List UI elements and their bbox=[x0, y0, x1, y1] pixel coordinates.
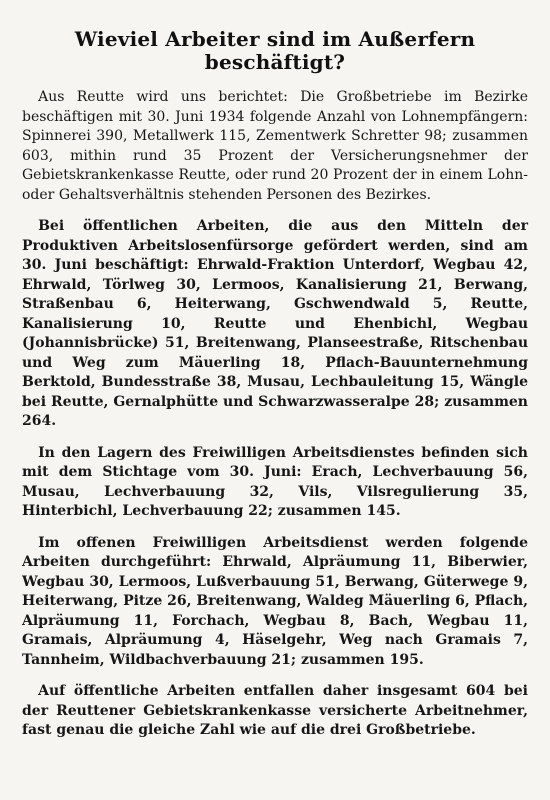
article-headline: Wieviel Arbeiter sind im Außerfern beschäftigt? bbox=[74, 27, 476, 74]
article-paragraph-4: Im offenen Freiwilligen Arbeitsdienst werden folgende Arbeiten durchgeführt: Ehrwald, Alpräumung 11, Biberwier, Wegbau 30, Lermoos, Lußverbauung 51, Berwang, Güterwege 9, Heiterwang, Pitze 26, Breitenwang, Waldeg Mäuerling 6, Pflach, Alpräumung 11, Forchach, Wegbau 8, Bach, Wegbau 11, Gramais, Alpräumung 4, Häselgehr, Weg nach Gramais 7, Tannheim, Wildbachverbauung 21; zusammen 195. bbox=[22, 534, 528, 668]
article-paragraph-2: Bei öffentlichen Arbeiten, die aus den Mitteln der Produktiven Arbeitslosenfürsorge gefördert werden, sind am 30. Juni beschäftigt: Ehrwald-Fraktion Unterdorf, Wegbau 42, Ehrwald, Törlweg 30, Lermoos, Kanalisierung 21, Berwang, Straßenbau 6, Heiterwang, Gschwendwald 5, Reutte, Kanalisierung 10, Reutte und Ehenbichl, Wegbau (Johannisbrücke) 51, Breitenwang, Planseestraße, Ritschenbau und Weg zum Mäuerling 18, Pflach-Bauunternehmung Berktold, Bundesstraße 38, Musau, Lechbauleitung 15, Wängle bei Reutte, Gernalphütte und Schwarzwasseralpe 28; zusammen 264. bbox=[22, 218, 528, 429]
article-paragraph-1: Aus Reutte wird uns berichtet: Die Großbetriebe im Bezirke beschäftigen mit 30. Juni 1934 folgende Anzahl von Lohnempfängern: Spinnerei 390, Metallwerk 115, Zementwerk Schretter 98; zusammen 603, mithin rund 35 Prozent der Versicherungsnehmer der Gebietskrankenkasse Reutte, oder rund 20 Prozent der in einem Lohn- oder Gehaltsverhältnis stehenden Personen des Bezirkes. bbox=[22, 89, 528, 203]
article-paragraph-3: In den Lagern des Freiwilligen Arbeitsdienstes befinden sich mit dem Stichtage vom 30. Juni: Erach, Lechverbauung 56, Musau, Lechverbauung 32, Vils, Vilsregulierung 35, Hinterbichl, Lechverbauung 22; zusammen 145. bbox=[22, 444, 528, 519]
article-paragraph-5: Auf öffentliche Arbeiten entfallen daher insgesamt 604 bei der Reuttener Gebietskrankenkasse versicherte Arbeitnehmer, fast genau die gleiche Zahl wie auf die drei Großbetriebe. bbox=[22, 683, 528, 738]
